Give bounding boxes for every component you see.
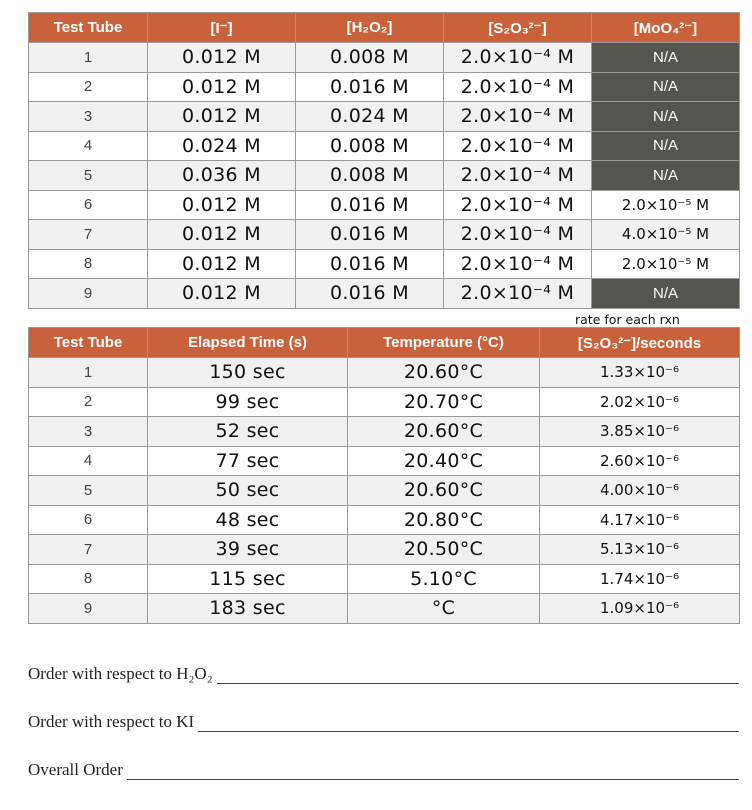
tube-number: 6 [29, 505, 148, 535]
elapsed-time-value: 52 sec [148, 417, 348, 447]
molybdate-value: N/A [592, 43, 740, 73]
table-row [29, 417, 740, 447]
h2o2-value: 0.016 M [296, 190, 444, 220]
h2o2-value: 0.016 M [296, 279, 444, 309]
thiosulfate-value: 2.0×10⁻⁴ M [444, 220, 592, 250]
question-label: Order with respect to H₂O₂ [28, 664, 213, 683]
thiosulfate-value: 2.0×10⁻⁴ M [444, 102, 592, 132]
temperature-value: 20.70°C [348, 387, 540, 417]
table-row [29, 220, 740, 250]
header-iodide: [I⁻] [148, 13, 296, 43]
table-row [29, 279, 740, 309]
iodide-value: 0.012 M [148, 249, 296, 279]
elapsed-time-value: 115 sec [148, 564, 348, 594]
thiosulfate-value: 2.0×10⁻⁴ M [444, 43, 592, 73]
tube-number: 9 [29, 279, 148, 309]
h2o2-value: 0.008 M [296, 161, 444, 191]
question-order-h2o2 [28, 664, 739, 684]
tube-number: 9 [29, 594, 148, 624]
temperature-value: 20.60°C [348, 476, 540, 506]
thiosulfate-value: 2.0×10⁻⁴ M [444, 161, 592, 191]
iodide-value: 0.012 M [148, 102, 296, 132]
molybdate-value: 4.0×10⁻⁵ M [592, 220, 740, 250]
tube-number: 4 [29, 446, 148, 476]
temperature-value: °C [348, 594, 540, 624]
question-order-ki [28, 712, 739, 732]
iodide-value: 0.012 M [148, 190, 296, 220]
elapsed-time-value: 50 sec [148, 476, 348, 506]
table-row [29, 358, 740, 388]
rate-value: 4.17×10⁻⁶ [540, 505, 740, 535]
elapsed-time-value: 48 sec [148, 505, 348, 535]
elapsed-time-value: 77 sec [148, 446, 348, 476]
h2o2-value: 0.016 M [296, 72, 444, 102]
temperature-value: 20.40°C [348, 446, 540, 476]
tube-number: 6 [29, 190, 148, 220]
concentration-header-row [29, 13, 740, 43]
h2o2-value: 0.008 M [296, 131, 444, 161]
molybdate-value: N/A [592, 161, 740, 191]
thiosulfate-value: 2.0×10⁻⁴ M [444, 249, 592, 279]
header-thiosulfate: [S₂O₃²⁻] [444, 13, 592, 43]
thiosulfate-value: 2.0×10⁻⁴ M [444, 190, 592, 220]
tube-number: 2 [29, 387, 148, 417]
iodide-value: 0.012 M [148, 72, 296, 102]
molybdate-value: N/A [592, 102, 740, 132]
molybdate-value: N/A [592, 72, 740, 102]
header-test-tube: Test Tube [29, 328, 148, 358]
table-row [29, 72, 740, 102]
answer-blank[interactable] [217, 669, 739, 684]
header-rate: [S₂O₃²⁻]/seconds [540, 328, 740, 358]
tube-number: 2 [29, 72, 148, 102]
question-label: Overall Order [28, 760, 123, 779]
table-row [29, 476, 740, 506]
elapsed-time-value: 99 sec [148, 387, 348, 417]
table-row [29, 161, 740, 191]
question-overall-order [28, 760, 739, 780]
table-row [29, 505, 740, 535]
molybdate-value: 2.0×10⁻⁵ M [592, 190, 740, 220]
tube-number: 4 [29, 131, 148, 161]
temperature-value: 20.60°C [348, 358, 540, 388]
molybdate-value: N/A [592, 131, 740, 161]
tube-number: 1 [29, 358, 148, 388]
h2o2-value: 0.008 M [296, 43, 444, 73]
table-row [29, 131, 740, 161]
molybdate-value: 2.0×10⁻⁵ M [592, 249, 740, 279]
iodide-value: 0.012 M [148, 220, 296, 250]
table-row [29, 594, 740, 624]
tube-number: 8 [29, 249, 148, 279]
concentration-table [28, 12, 740, 309]
table-row [29, 535, 740, 565]
results-table [28, 327, 740, 624]
elapsed-time-value: 150 sec [148, 358, 348, 388]
rate-value: 3.85×10⁻⁶ [540, 417, 740, 447]
iodide-value: 0.036 M [148, 161, 296, 191]
iodide-value: 0.012 M [148, 43, 296, 73]
table-row [29, 43, 740, 73]
table-row [29, 387, 740, 417]
iodide-value: 0.024 M [148, 131, 296, 161]
table-row [29, 190, 740, 220]
thiosulfate-value: 2.0×10⁻⁴ M [444, 72, 592, 102]
table-row [29, 446, 740, 476]
temperature-value: 5.10°C [348, 564, 540, 594]
thiosulfate-value: 2.0×10⁻⁴ M [444, 131, 592, 161]
h2o2-value: 0.016 M [296, 249, 444, 279]
tube-number: 5 [29, 161, 148, 191]
elapsed-time-value: 39 sec [148, 535, 348, 565]
tube-number: 1 [29, 43, 148, 73]
tube-number: 3 [29, 417, 148, 447]
table-row [29, 102, 740, 132]
iodide-value: 0.012 M [148, 279, 296, 309]
rate-value: 2.60×10⁻⁶ [540, 446, 740, 476]
header-temperature: Temperature (°C) [348, 328, 540, 358]
h2o2-value: 0.024 M [296, 102, 444, 132]
rate-value: 4.00×10⁻⁶ [540, 476, 740, 506]
question-label: Order with respect to KI [28, 712, 195, 731]
answer-blank[interactable] [127, 765, 739, 780]
rate-value: 1.09×10⁻⁶ [540, 594, 740, 624]
table-row [29, 564, 740, 594]
header-test-tube: Test Tube [29, 13, 148, 43]
tube-number: 7 [29, 535, 148, 565]
thiosulfate-value: 2.0×10⁻⁴ M [444, 279, 592, 309]
answer-blank[interactable] [198, 717, 739, 732]
header-elapsed-time: Elapsed Time (s) [148, 328, 348, 358]
rate-note: rate for each rxn [575, 312, 680, 327]
temperature-value: 20.50°C [348, 535, 540, 565]
header-molybdate: [MoO₄²⁻] [592, 13, 740, 43]
header-h2o2: [H₂O₂] [296, 13, 444, 43]
temperature-value: 20.60°C [348, 417, 540, 447]
molybdate-value: N/A [592, 279, 740, 309]
tube-number: 8 [29, 564, 148, 594]
elapsed-time-value: 183 sec [148, 594, 348, 624]
rate-value: 2.02×10⁻⁶ [540, 387, 740, 417]
tube-number: 3 [29, 102, 148, 132]
rate-value: 1.33×10⁻⁶ [540, 358, 740, 388]
rate-value: 1.74×10⁻⁶ [540, 564, 740, 594]
results-header-row [29, 328, 740, 358]
rate-value: 5.13×10⁻⁶ [540, 535, 740, 565]
temperature-value: 20.80°C [348, 505, 540, 535]
tube-number: 5 [29, 476, 148, 506]
h2o2-value: 0.016 M [296, 220, 444, 250]
tube-number: 7 [29, 220, 148, 250]
table-row [29, 249, 740, 279]
